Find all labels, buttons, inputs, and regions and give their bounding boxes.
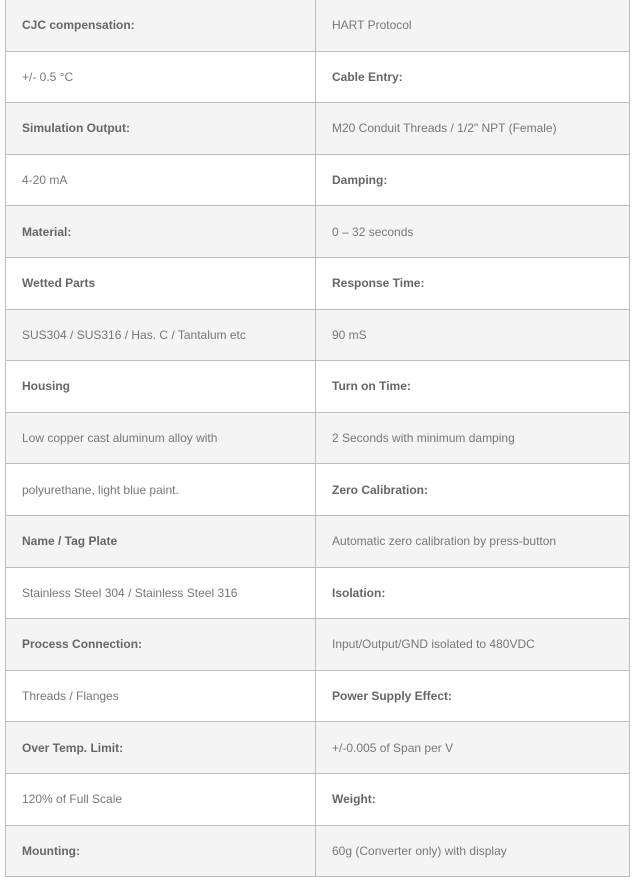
table-row: [6, 515, 630, 567]
table-row: [6, 825, 630, 877]
table-row: [6, 361, 630, 413]
table-row: [6, 206, 630, 258]
spec-label: Wetted Parts: [6, 257, 316, 309]
table-row: [6, 51, 630, 103]
spec-label: Zero Calibration:: [316, 464, 630, 516]
spec-value: 90 mS: [316, 309, 630, 361]
spec-value: polyurethane, light blue paint.: [6, 464, 316, 516]
table-row: [6, 412, 630, 464]
spec-label: Process Connection:: [6, 619, 316, 671]
spec-value: SUS304 / SUS316 / Has. C / Tantalum etc: [6, 309, 316, 361]
spec-value: Stainless Steel 304 / Stainless Steel 316: [6, 567, 316, 619]
spec-value: 120% of Full Scale: [6, 773, 316, 825]
spec-label: Cable Entry:: [316, 51, 630, 103]
table-row: [6, 464, 630, 516]
spec-label: Simulation Output:: [6, 103, 316, 155]
spec-value: Input/Output/GND isolated to 480VDC: [316, 619, 630, 671]
spec-label: Housing: [6, 361, 316, 413]
spec-value: 4-20 mA: [6, 154, 316, 206]
table-row: [6, 154, 630, 206]
spec-table-body: [6, 0, 630, 877]
table-row: [6, 619, 630, 671]
spec-label: Turn on Time:: [316, 361, 630, 413]
spec-label: Damping:: [316, 154, 630, 206]
table-row: [6, 103, 630, 155]
spec-value: 2 Seconds with minimum damping: [316, 412, 630, 464]
spec-value: Automatic zero calibration by press-button: [316, 515, 630, 567]
spec-value: 60g (Converter only) with display: [316, 825, 630, 877]
spec-value: +/- 0.5 °C: [6, 51, 316, 103]
table-row: [6, 670, 630, 722]
spec-value: Threads / Flanges: [6, 670, 316, 722]
spec-table: [5, 0, 630, 877]
table-row: [6, 722, 630, 774]
spec-value: 0 – 32 seconds: [316, 206, 630, 258]
spec-value: Low copper cast aluminum alloy with: [6, 412, 316, 464]
spec-value: HART Protocol: [316, 0, 630, 51]
spec-label: Power Supply Effect:: [316, 670, 630, 722]
spec-label: Over Temp. Limit:: [6, 722, 316, 774]
spec-label: Name / Tag Plate: [6, 515, 316, 567]
spec-label: CJC compensation:: [6, 0, 316, 51]
spec-value: +/-0.005 of Span per V: [316, 722, 630, 774]
spec-value: M20 Conduit Threads / 1/2" NPT (Female): [316, 103, 630, 155]
table-row: [6, 773, 630, 825]
spec-label: Response Time:: [316, 257, 630, 309]
table-row: [6, 257, 630, 309]
spec-label: Weight:: [316, 773, 630, 825]
table-row: [6, 0, 630, 51]
spec-label: Isolation:: [316, 567, 630, 619]
spec-label: Mounting:: [6, 825, 316, 877]
table-row: [6, 567, 630, 619]
table-row: [6, 309, 630, 361]
spec-label: Material:: [6, 206, 316, 258]
